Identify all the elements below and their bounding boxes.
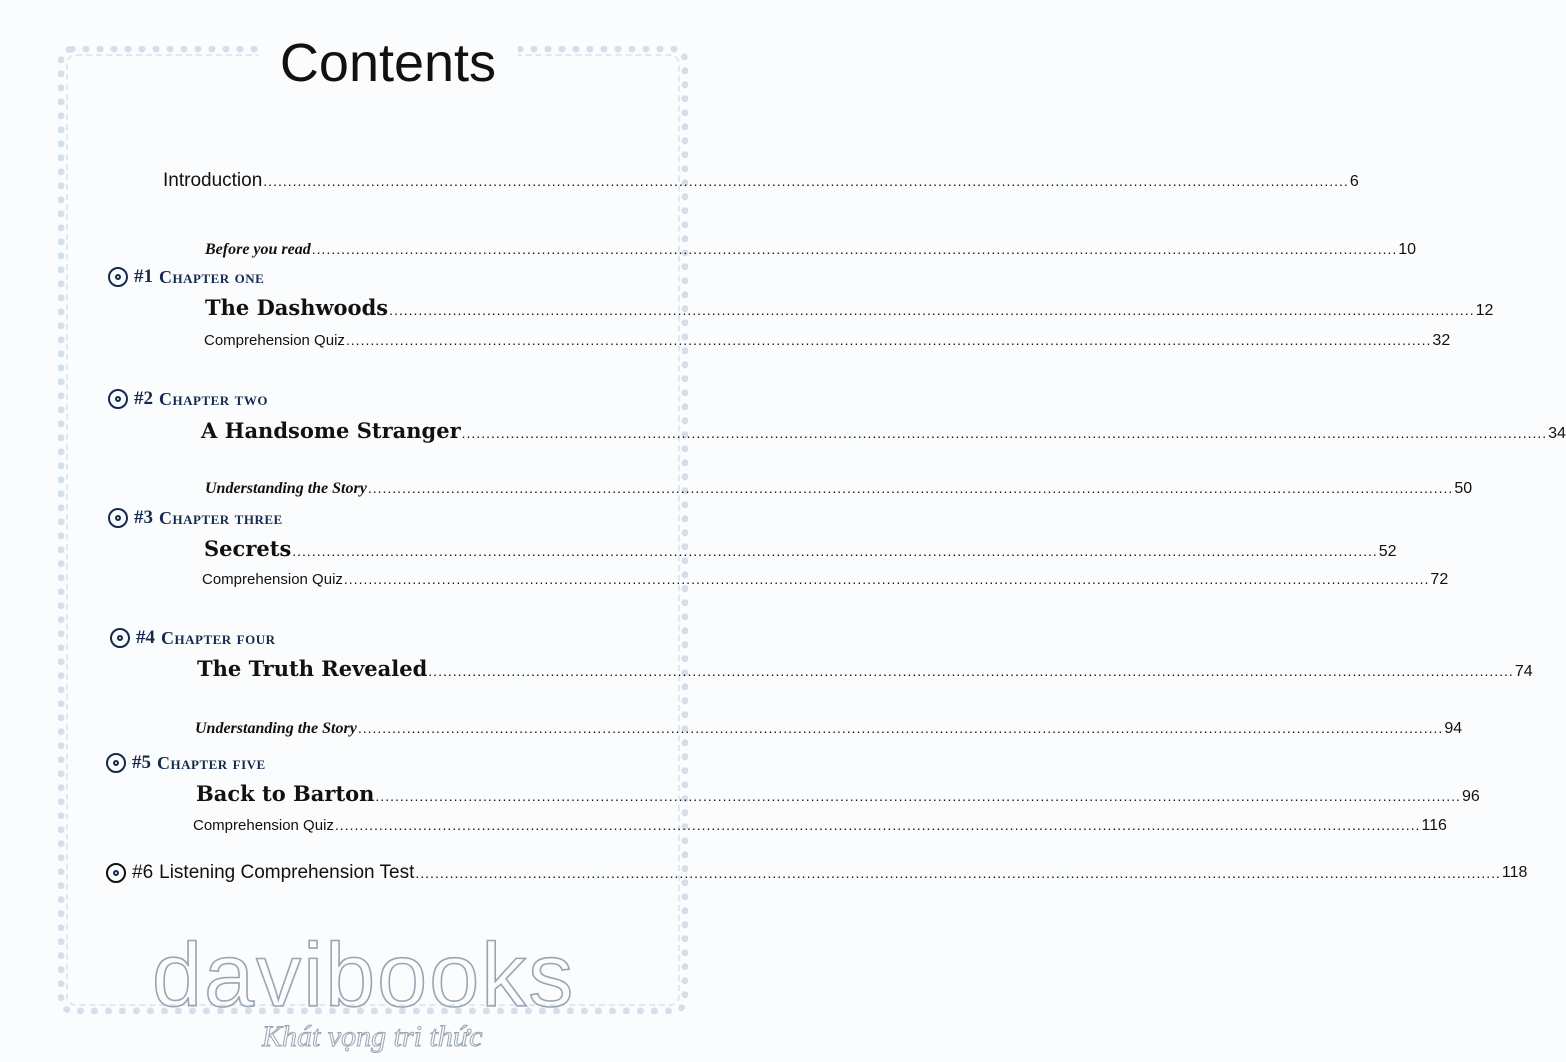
- toc-entry-quiz-1[interactable]: [204, 332, 1451, 350]
- toc-entry-introduction[interactable]: [163, 170, 1359, 192]
- cd-icon[interactable]: [110, 628, 130, 648]
- toc-entry-quiz-5[interactable]: [193, 817, 1447, 835]
- toc-entry-page: 34: [1548, 425, 1566, 442]
- toc-entry-back-to-barton[interactable]: [196, 781, 1480, 806]
- toc-entry-page: 12: [1475, 302, 1494, 319]
- toc-entry-page: 72: [1430, 571, 1449, 588]
- chapter-label: Chapter five: [157, 752, 266, 773]
- dot-leader: ..............................................................................................................................................................................................................................: [389, 302, 1475, 318]
- dot-leader: ..............................................................................................................................................................................................................................: [311, 241, 1398, 257]
- toc-entry-label: Listening Comprehension Test: [159, 862, 415, 883]
- dot-leader: ..............................................................................................................................................................................................................................: [263, 173, 1349, 189]
- toc-entry-label: Understanding the Story: [205, 480, 367, 497]
- toc-entry-page: 118: [1501, 864, 1528, 881]
- toc-entry-the-dashwoods[interactable]: [205, 295, 1494, 320]
- toc-entry-page: 94: [1444, 720, 1463, 737]
- chapter-label: Chapter three: [159, 507, 283, 528]
- toc-entry-title: The Truth Revealed: [197, 656, 428, 681]
- chapter-heading-2: [108, 388, 268, 410]
- dot-leader: ..............................................................................................................................................................................................................................: [461, 425, 1548, 441]
- dot-leader: ..............................................................................................................................................................................................................................: [343, 571, 1430, 587]
- dot-leader: ..............................................................................................................................................................................................................................: [428, 663, 1514, 679]
- toc-entry-listening-test[interactable]: [106, 862, 1528, 884]
- cd-icon[interactable]: [108, 508, 128, 528]
- toc-entry-page: 74: [1514, 663, 1533, 680]
- cd-icon[interactable]: [106, 863, 126, 883]
- toc-entry-a-handsome-stranger[interactable]: [201, 418, 1566, 443]
- chapter-label: Chapter two: [159, 388, 268, 409]
- toc-entry-page: 6: [1349, 173, 1359, 190]
- watermark-brand: davibooks: [152, 926, 576, 1026]
- toc-entry-understanding-2[interactable]: [195, 720, 1463, 738]
- chapter-heading-1: [108, 266, 264, 288]
- chapter-number: #1: [134, 266, 153, 287]
- toc-entry-understanding-1[interactable]: [205, 480, 1473, 498]
- toc-entry-quiz-3[interactable]: [202, 571, 1449, 589]
- toc-entry-label: Before you read: [205, 241, 311, 258]
- chapter-heading-3: [108, 507, 283, 529]
- chapter-heading-4: [110, 627, 276, 649]
- dot-leader: ..............................................................................................................................................................................................................................: [334, 817, 1421, 833]
- dot-leader: ..............................................................................................................................................................................................................................: [292, 543, 1378, 559]
- toc-entry-page: 10: [1398, 241, 1417, 258]
- dot-leader: ..............................................................................................................................................................................................................................: [415, 865, 1501, 881]
- chapter-number: #4: [136, 627, 155, 648]
- toc-entry-title: Back to Barton: [196, 781, 375, 806]
- chapter-number: #2: [134, 388, 153, 409]
- toc-entry-label: Comprehension Quiz: [202, 571, 343, 588]
- chapter-number: #5: [132, 752, 151, 773]
- chapter-number: #3: [134, 507, 153, 528]
- toc-entry-the-truth-revealed[interactable]: [197, 656, 1533, 681]
- cd-icon[interactable]: [108, 267, 128, 287]
- toc-entry-label: Understanding the Story: [195, 720, 357, 737]
- cd-icon[interactable]: [106, 753, 126, 773]
- toc-entry-label: Comprehension Quiz: [204, 332, 345, 349]
- toc-entry-page: 96: [1461, 788, 1480, 805]
- toc-entry-label: Introduction: [163, 170, 263, 191]
- toc-entry-secrets[interactable]: [204, 536, 1397, 561]
- watermark-tagline: Khát vọng tri thức: [262, 1020, 483, 1053]
- dot-leader: ..............................................................................................................................................................................................................................: [375, 788, 1461, 804]
- toc-entry-page: 52: [1378, 543, 1397, 560]
- toc-entry-title: A Handsome Stranger: [201, 418, 461, 443]
- chapter-label: Chapter four: [161, 627, 276, 648]
- toc-entry-title: The Dashwoods: [205, 295, 389, 320]
- chapter-heading-5: [106, 752, 266, 774]
- chapter-number: #6: [132, 862, 154, 883]
- dot-leader: ..............................................................................................................................................................................................................................: [345, 332, 1432, 348]
- toc-entry-page: 116: [1421, 817, 1447, 834]
- dot-leader: ..............................................................................................................................................................................................................................: [367, 480, 1454, 496]
- toc-entry-label: Comprehension Quiz: [193, 817, 334, 834]
- toc-entry-page: 32: [1432, 332, 1451, 349]
- page-title: Contents: [279, 33, 497, 93]
- toc-entry-title: Secrets: [204, 536, 292, 561]
- dot-leader: ..............................................................................................................................................................................................................................: [357, 720, 1444, 736]
- toc-entry-before-you-read[interactable]: [205, 241, 1417, 259]
- cd-icon[interactable]: [108, 389, 128, 409]
- toc-entry-page: 50: [1454, 480, 1473, 497]
- chapter-label: Chapter one: [159, 266, 265, 287]
